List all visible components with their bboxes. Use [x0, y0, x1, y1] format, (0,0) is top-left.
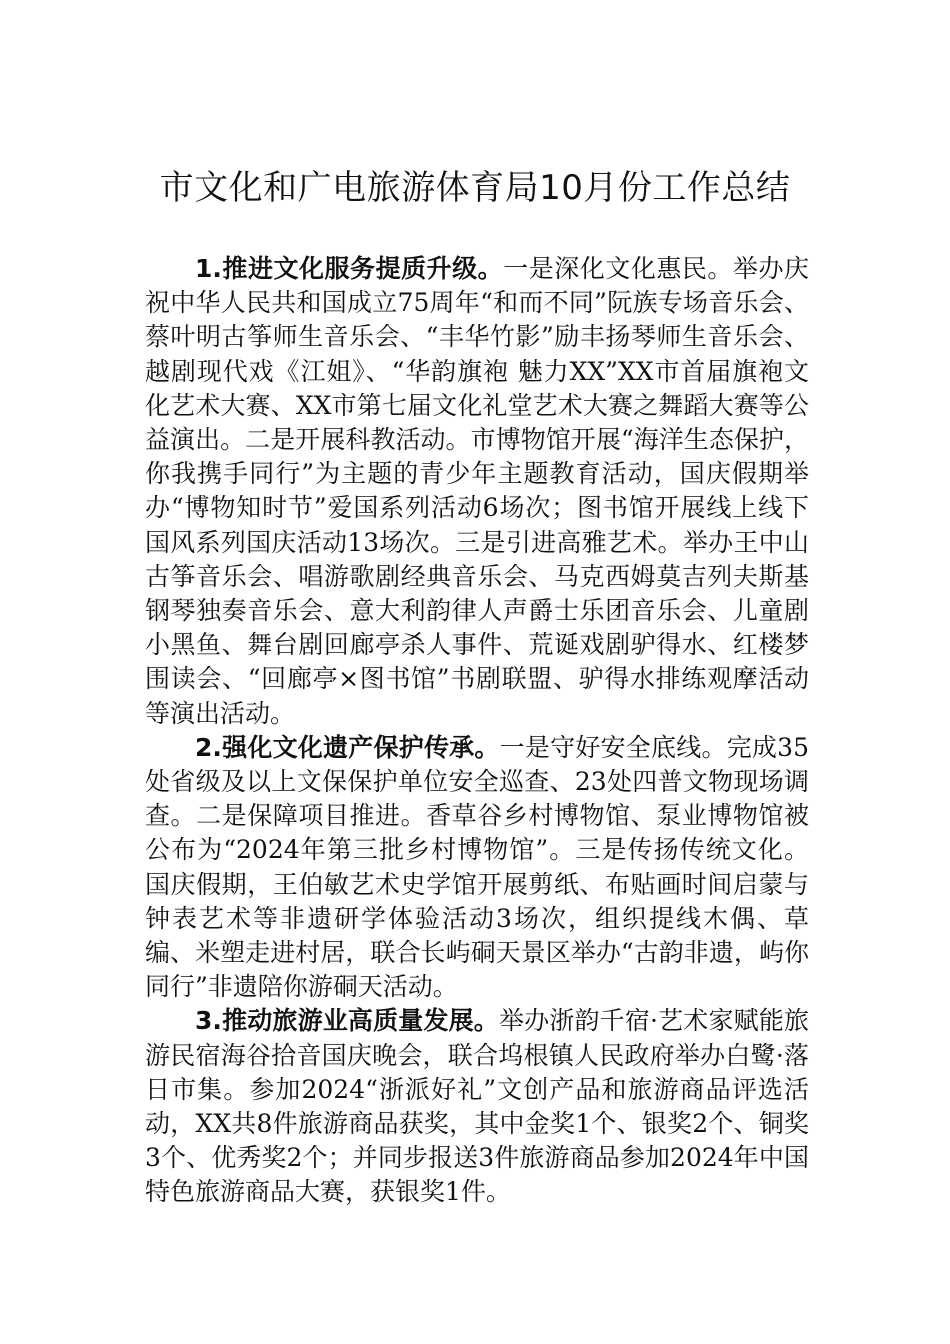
- paragraph-text: 举办浙韵千宿·艺术家赋能旅游民宿海谷拾音国庆晚会，联合坞根镇人民政府举办白鹭·落日市集。参加2024“浙派好礼”文创产品和旅游商品评选活动，XX共8件旅游商品获奖，其中金奖1个、银奖2个、铜奖3个、优秀奖2个；并同步报送3件旅游商品参加2024年中国特色旅游商品大赛，获银奖1件。: [145, 1006, 809, 1207]
- paragraph-heading: 3.推动旅游业高质量发展。: [195, 1006, 499, 1036]
- paragraph-heading: 2.强化文化遗产保护传承。: [195, 732, 500, 762]
- paragraph-tourism-development: [145, 1004, 809, 1209]
- paragraph-cultural-services: [145, 252, 809, 731]
- document-body: [145, 252, 809, 1210]
- paragraph-heritage-protection: [145, 731, 809, 1005]
- document-title: 市文化和广电旅游体育局10月份工作总结: [159, 168, 791, 208]
- paragraph-heading: 1.推进文化服务提质升级。: [195, 254, 504, 283]
- paragraph-text: 一是守好安全底线。完成35处省级及以上文保保护单位安全巡查、23处四普文物现场调查。二是保障项目推进。香草谷乡村博物馆、泵业博物馆被公布为“2024年第三批乡村博物馆”。三是传扬传统文化。国庆假期，王伯敏艺术史学馆开展剪纸、布贴画时间启蒙与钟表艺术等非遗研学体验活动3场次，组织提线木偶、草编、米塑走进村居，联合长屿硐天景区举办“古韵非遗，屿你同行”非遗陪你游硐天活动。: [145, 732, 809, 1002]
- paragraph-text: 一是深化文化惠民。举办庆祝中华人民共和国成立75周年“和而不同”阮族专场音乐会、蔡叶明古筝师生音乐会、“丰华竹影”励丰扬琴师生音乐会、越剧现代戏《江姐》、“华韵旗袍 魅力XX”XX市首届旗袍文化艺术大赛、XX市第七届文化礼堂艺术大赛之舞蹈大赛等公益演出。二是开展科教活动。市博物馆开展“海洋生态保护，你我携手同行”为主题的青少年主题教育活动，国庆假期举办“博物知时节”爱国系列活动6场次；图书馆开展线上线下国风系列国庆活动13场次。三是引进高雅艺术。举办王中山古筝音乐会、唱游歌剧经典音乐会、马克西姆莫吉列夫斯基钢琴独奏音乐会、意大利韵律人声爵士乐团音乐会、儿童剧小黑鱼、舞台剧回廊亭杀人事件、荒诞戏剧驴得水、红楼梦围读会、“回廊亭×图书馆”书剧联盟、驴得水排练观摩活动等演出活动。: [145, 254, 809, 728]
